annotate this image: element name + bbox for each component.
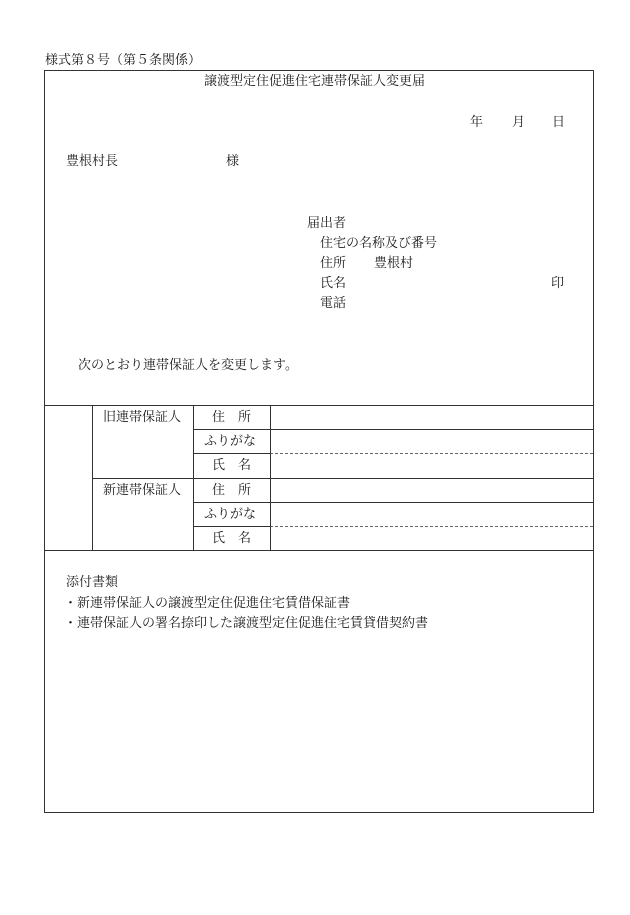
row-line-4 xyxy=(193,502,593,503)
old-address-label: 住 所 xyxy=(212,410,252,425)
table-top-line xyxy=(44,405,593,406)
date-year-label: 年 xyxy=(470,115,484,130)
row-line-2 xyxy=(193,453,270,454)
date-day-label: 日 xyxy=(552,115,566,130)
new-guarantor-label: 新連帯保証人 xyxy=(103,483,182,498)
applicant-address-label: 住所 xyxy=(320,256,347,271)
statement-text: 次のとおり連帯保証人を変更します。 xyxy=(78,358,298,373)
form-frame xyxy=(44,70,594,813)
applicant-heading: 届出者 xyxy=(307,216,347,231)
row-line-2-dotted xyxy=(270,453,593,454)
row-line-5-dotted xyxy=(270,526,593,527)
table-col-line-2 xyxy=(193,405,194,551)
table-col-line-3 xyxy=(270,405,271,551)
table-col-line-1 xyxy=(92,405,93,551)
addressee-honorific: 様 xyxy=(226,154,240,169)
new-name-label: 氏 名 xyxy=(212,531,252,546)
row-line-1 xyxy=(193,429,593,430)
seal-mark: 印 xyxy=(551,276,565,291)
row-line-5 xyxy=(193,526,270,527)
housing-name-label: 住宅の名称及び番号 xyxy=(320,236,438,251)
table-bottom-line xyxy=(44,550,593,551)
new-furigana-label: ふりがな xyxy=(204,507,257,522)
date-month-label: 月 xyxy=(512,115,526,130)
group-divider-line xyxy=(92,478,593,479)
addressee-name: 豊根村長 xyxy=(66,154,119,169)
form-title: 譲渡型定住促進住宅連帯保証人変更届 xyxy=(204,74,426,89)
applicant-name-label: 氏名 xyxy=(320,276,347,291)
applicant-address-value: 豊根村 xyxy=(374,256,414,271)
attachment-item-1: ・新連帯保証人の譲渡型定住促進住宅賃借保証書 xyxy=(64,596,351,611)
new-address-label: 住 所 xyxy=(212,483,252,498)
attachments-heading: 添付書類 xyxy=(66,575,119,590)
old-furigana-label: ふりがな xyxy=(204,434,257,449)
old-guarantor-label: 旧連帯保証人 xyxy=(103,410,182,425)
attachment-item-2: ・連帯保証人の署名捺印した譲渡型定住促進住宅賃貸借契約書 xyxy=(64,616,429,631)
applicant-phone-label: 電話 xyxy=(320,296,347,311)
old-name-label: 氏 名 xyxy=(212,458,252,473)
form-number: 様式第８号（第５条関係） xyxy=(45,53,202,68)
